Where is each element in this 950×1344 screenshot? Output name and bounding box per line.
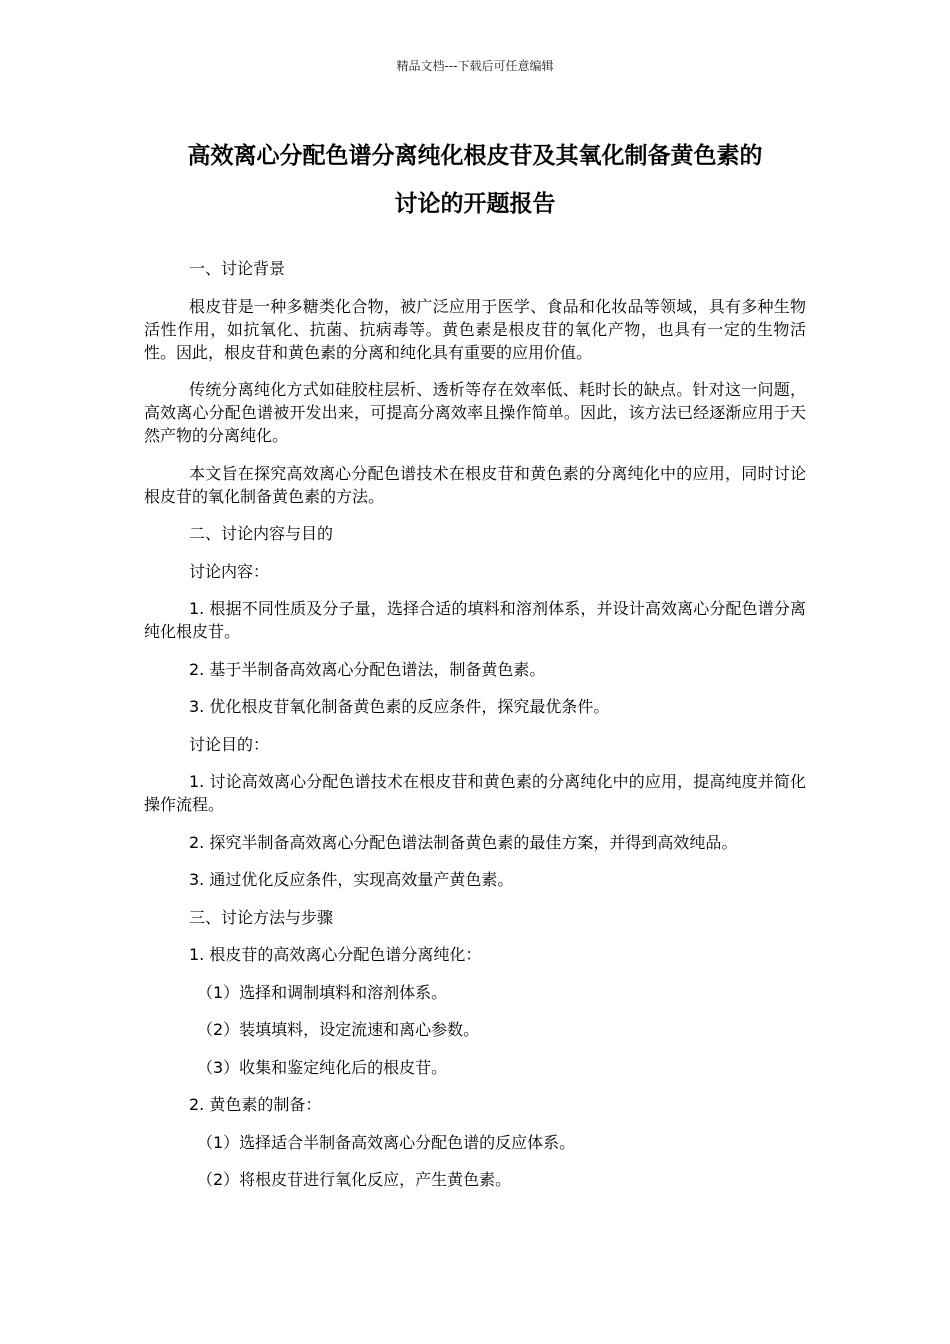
method-step-1-sub-3: （3）收集和鉴定纯化后的根皮苷。 [197,1057,448,1077]
method-step-1: 1. 根皮苷的高效离心分配色谱分离纯化： [189,945,482,964]
method-step-1-sub-2: （2）装填填料，设定流速和离心参数。 [197,1020,480,1039]
paragraph-background-3: 本文旨在探究高效离心分配色谱技术在根皮苷和黄色素的分离纯化中的应用，同时讨论根皮苷的氧化制备黄色素的方法。 [144,463,806,506]
method-step-2-sub-2: （2）将根皮苷进行氧化反应，产生黄色素。 [197,1170,512,1189]
section-heading-methods: 三、讨论方法与步骤 [189,907,334,927]
purpose-item-3: 3. 通过优化反应条件，实现高效量产黄色素。 [189,870,514,889]
title-line-2: 讨论的开题报告 [394,191,556,217]
title-line-1: 高效离心分配色谱分离纯化根皮苷及其氧化制备黄色素的 [187,143,763,169]
paragraph-background-1: 根皮苷是一种多糖类化合物，被广泛应用于医学、食品和化妆品等领域，具有多种生物活性作用，如抗氧化、抗菌、抗病毒等。黄色素是根皮苷的氧化产物，也具有一定的生物活性。因此，根皮苷和黄色素的分离和纯化具有重要的应用价值。 [144,296,806,362]
paragraph-background-2: 传统分离纯化方式如硅胶柱层析、透析等存在效率低、耗时长的缺点。针对这一问题，高效离心分配色谱被开发出来，可提高分离效率且操作简单。因此，该方法已经逐渐应用于天然产物的分离纯化。 [144,380,806,445]
section-heading-background: 一、讨论背景 [189,259,286,278]
purpose-item-2: 2. 探究半制备高效离心分配色谱法制备黄色素的最佳方案，并得到高效纯品。 [189,832,738,852]
content-item-3: 3. 优化根皮苷氧化制备黄色素的反应条件，探究最优条件。 [189,697,610,716]
purpose-item-1: 1. 讨论高效离心分配色谱技术在根皮苷和黄色素的分离纯化中的应用，提高纯度并简化操作流程。 [144,772,806,814]
content-item-1: 1. 根据不同性质及分子量，选择合适的填料和溶剂体系，并设计高效离心分配色谱分离纯化根皮苷。 [144,599,806,641]
document-title [120,132,830,228]
header-note: 精品文档---下载后可任意编辑 [396,59,554,73]
method-step-2: 2. 黄色素的制备： [189,1095,322,1114]
method-step-2-sub-1: （1）选择适合半制备高效离心分配色谱的反应体系。 [197,1132,576,1152]
document-body [144,257,806,1206]
method-step-1-sub-1: （1）选择和调制填料和溶剂体系。 [197,982,448,1002]
subheading-purpose: 讨论目的： [189,734,270,754]
subheading-content: 讨论内容： [189,561,270,581]
content-item-2: 2. 基于半制备高效离心分配色谱法，制备黄色素。 [189,659,546,679]
section-heading-content: 二、讨论内容与目的 [189,524,334,543]
